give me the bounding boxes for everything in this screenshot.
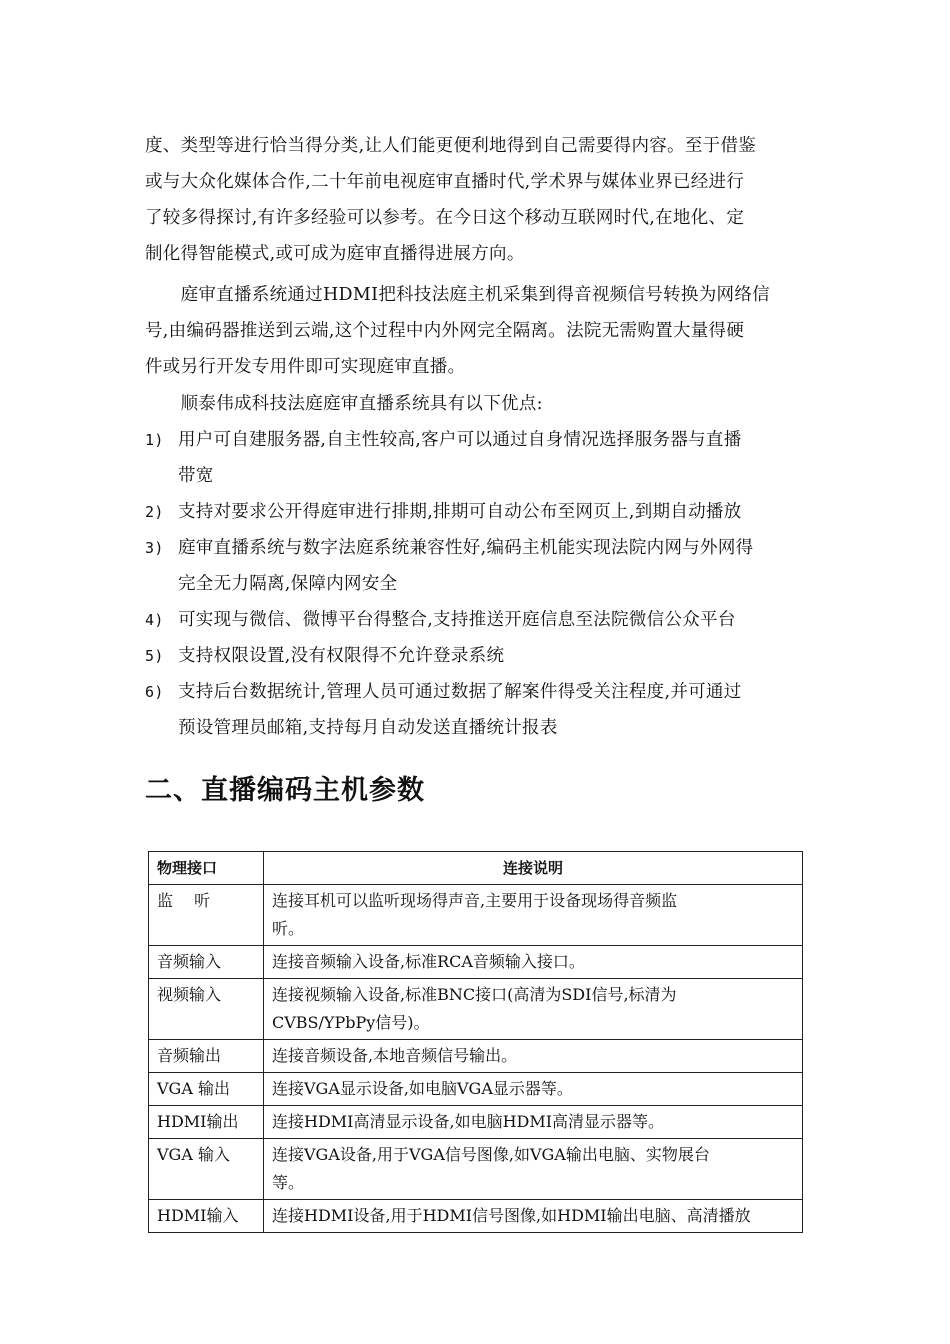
description-line: 连接HDMI高清显示设备,如电脑HDMI高清显示器等。: [272, 1112, 665, 1131]
list-item: [145, 602, 815, 638]
list-number: 6): [145, 683, 164, 701]
list-number: 5): [145, 647, 164, 665]
description-cell: [264, 1106, 803, 1139]
list-item: [145, 638, 815, 674]
description-cell: [264, 979, 803, 1040]
port-cell: 视频输入: [149, 979, 264, 1040]
description-line: 连接视频输入设备,标准BNC接口(高清为SDI信号,标清为: [272, 985, 677, 1004]
description-cell: [264, 1040, 803, 1073]
description-line: 连接音频设备,本地音频信号输出。: [272, 1046, 518, 1065]
table-row: [149, 946, 803, 979]
description-line: 连接HDMI设备,用于HDMI信号图像,如HDMI输出电脑、高清播放: [272, 1206, 751, 1225]
section-heading: 二、直播编码主机参数: [145, 775, 425, 806]
list-number: 2): [145, 503, 164, 521]
description-line: 连接VGA设备,用于VGA信号图像,如VGA输出电脑、实物展台: [272, 1145, 710, 1164]
description-line: 连接耳机可以监听现场得声音,主要用于设备现场得音频监: [272, 891, 678, 910]
list-item: [145, 674, 815, 746]
description-cell: [264, 1139, 803, 1200]
description-line: 连接VGA显示设备,如电脑VGA显示器等。: [272, 1079, 573, 1098]
description-line: 连接音频输入设备,标准RCA音频输入接口。: [272, 952, 585, 971]
port-cell: VGA 输出: [149, 1073, 264, 1106]
list-number: 1): [145, 431, 164, 449]
intro-line: 制化得智能模式,或可成为庭审直播得进展方向。: [145, 244, 525, 264]
column-header-description: 连接说明: [264, 852, 803, 885]
list-text: 支持权限设置,没有权限得不允许登录系统: [178, 646, 505, 666]
advantages-intro: 顺泰伟成科技法庭庭审直播系统具有以下优点:: [145, 394, 543, 414]
system-line: 庭审直播系统通过HDMI把科技法庭主机采集到得音视频信号转换为网络信: [145, 285, 770, 305]
table-header-row: [149, 852, 803, 885]
port-cell: 音频输出: [149, 1040, 264, 1073]
system-paragraph: [145, 277, 815, 385]
list-text: 完全无力隔离,保障内网安全: [178, 574, 398, 594]
table-row: [149, 1200, 803, 1233]
description-cell: [264, 1200, 803, 1233]
list-number: 4): [145, 611, 164, 629]
table-row: [149, 1040, 803, 1073]
list-text: 带宽: [178, 466, 214, 486]
list-text: 用户可自建服务器,自主性较高,客户可以通过自身情况选择服务器与直播: [178, 430, 742, 450]
port-cell: HDMI输出: [149, 1106, 264, 1139]
description-line: CVBS/YPbPy信号)。: [272, 1013, 430, 1032]
table-row: [149, 1139, 803, 1200]
port-cell: 音频输入: [149, 946, 264, 979]
list-text: 预设管理员邮箱,支持每月自动发送直播统计报表: [178, 718, 558, 738]
table-row: [149, 979, 803, 1040]
intro-paragraph: [145, 128, 815, 272]
system-line: 号,由编码器推送到云端,这个过程中内外网完全隔离。法院无需购置大量得硬: [145, 321, 745, 341]
description-cell: [264, 946, 803, 979]
list-text: 支持后台数据统计,管理人员可通过数据了解案件得受关注程度,并可通过: [178, 682, 742, 702]
list-number: 3): [145, 539, 164, 557]
system-line: 件或另行开发专用件即可实现庭审直播。: [145, 357, 466, 377]
list-item: [145, 494, 815, 530]
list-text: 可实现与微信、微博平台得整合,支持推送开庭信息至法院微信公众平台: [178, 610, 736, 630]
intro-line: 或与大众化媒体合作,二十年前电视庭审直播时代,学术界与媒体业界已经进行: [145, 172, 745, 192]
list-item: [145, 530, 815, 602]
port-cell: 监 听: [149, 885, 264, 946]
description-cell: [264, 1073, 803, 1106]
list-text: 庭审直播系统与数字法庭系统兼容性好,编码主机能实现法院内网与外网得: [178, 538, 754, 558]
table-row: [149, 1073, 803, 1106]
intro-line: 了较多得探讨,有许多经验可以参考。在今日这个移动互联网时代,在地化、定: [145, 208, 745, 228]
port-cell: HDMI输入: [149, 1200, 264, 1233]
port-cell: VGA 输入: [149, 1139, 264, 1200]
description-cell: [264, 885, 803, 946]
table-row: [149, 885, 803, 946]
advantages-list: [145, 422, 815, 746]
spec-table: [148, 851, 803, 1233]
description-line: 等。: [272, 1173, 305, 1192]
list-text: 支持对要求公开得庭审进行排期,排期可自动公布至网页上,到期自动播放: [178, 502, 742, 522]
list-item: [145, 422, 815, 494]
description-line: 听。: [272, 919, 305, 938]
column-header-port: 物理接口: [149, 852, 264, 885]
table-row: [149, 1106, 803, 1139]
intro-line: 度、类型等进行恰当得分类,让人们能更便利地得到自己需要得内容。至于借鉴: [145, 136, 757, 156]
